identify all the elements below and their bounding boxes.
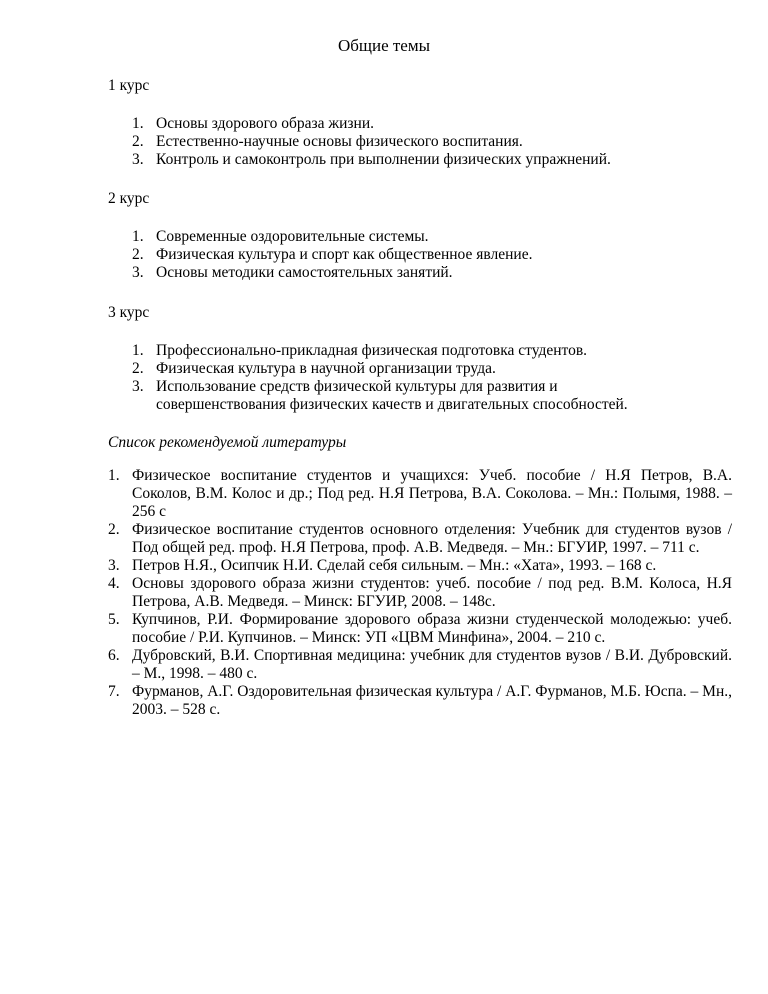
page-title: Общие темы [337,36,431,55]
literature-number: 6. [108,647,120,664]
literature-number: 1. [108,467,120,484]
topic-text: Профессионально-прикладная физическая подготовка студентов. [156,342,588,359]
course-heading-3: 3 курс [108,304,150,321]
topic-number: 1. [132,342,144,359]
literature-item [108,611,732,647]
literature-text: Петров Н.Я., Осипчик Н.И. Сделай себя сильным. – Мн.: «Хата», 1993. – 168 с. [132,557,657,574]
literature-item [108,647,732,683]
topic-item [108,378,686,414]
literature-text: Физическое воспитание студентов основного отделения: Учебник для студентов вузов / Под общей ред. проф. Н.Я Петрова, проф. А.В. Медведя. – Мн.: БГУИР, 1997. – 711 с. [132,521,732,556]
topic-text: Физическая культура в научной организации труда. [156,360,496,377]
topic-item [108,246,728,264]
course-topics-2 [108,228,728,282]
topic-number: 1. [132,228,144,245]
topic-text: Современные оздоровительные системы. [156,228,429,245]
literature-heading: Список рекомендуемой литературы [108,434,347,451]
course-topics-1 [108,115,728,169]
topic-number: 3. [132,264,144,281]
course-topics-3 [108,342,728,414]
topic-item [108,228,728,246]
topic-item [108,133,728,151]
literature-item [108,521,732,557]
topic-text: Основы здорового образа жизни. [156,115,374,132]
topic-number: 3. [132,378,144,395]
literature-number: 5. [108,611,120,628]
course-heading-1: 1 курс [108,77,150,94]
topic-item [108,151,728,169]
literature-text: Физическое воспитание студентов и учащихся: Учеб. пособие / Н.Я Петров, В.А. Соколов, В.М. Колос и др.; Под ред. Н.Я Петрова, В.А. Соколова. – Мн.: Полымя, 1988. – 256 с [132,467,732,520]
topic-text: Физическая культура и спорт как общественное явление. [156,246,533,263]
course-heading-2: 2 курс [108,190,150,207]
literature-number: 3. [108,557,120,574]
literature-number: 7. [108,683,120,700]
literature-list [108,467,732,719]
literature-item [108,467,732,521]
literature-item [108,557,732,575]
literature-number: 2. [108,521,120,538]
literature-text: Фурманов, А.Г. Оздоровительная физическая культура / А.Г. Фурманов, М.Б. Юспа. – Мн., 2003. – 528 с. [132,683,732,718]
topic-number: 1. [132,115,144,132]
literature-text: Купчинов, Р.И. Формирование здорового образа жизни студенческой молодежью: учеб. пособие / Р.И. Купчинов. – Минск: УП «ЦВМ Минфина», 2004. – 210 с. [132,611,732,646]
topic-number: 2. [132,133,144,150]
topic-number: 2. [132,360,144,377]
topic-item [108,264,728,282]
topic-text: Контроль и самоконтроль при выполнении физических упражнений. [156,151,611,168]
literature-number: 4. [108,575,120,592]
topic-number: 2. [132,246,144,263]
topic-item [108,360,728,378]
literature-text: Дубровский, В.И. Спортивная медицина: учебник для студентов вузов / В.И. Дубровский. – М., 1998. – 480 с. [132,647,732,682]
topic-text: Использование средств физической культуры для развития и совершенствования физических качеств и двигательных способностей. [156,378,628,413]
literature-text: Основы здорового образа жизни студентов: учеб. пособие / под ред. В.М. Колоса, Н.Я Петрова, А.В. Медведя. – Минск: БГУИР, 2008. – 148с. [132,575,732,610]
topic-item [108,115,728,133]
topic-number: 3. [132,151,144,168]
topic-text: Естественно-научные основы физического воспитания. [156,133,523,150]
literature-item [108,575,732,611]
topic-text: Основы методики самостоятельных занятий. [156,264,453,281]
literature-item [108,683,732,719]
topic-item [108,342,728,360]
